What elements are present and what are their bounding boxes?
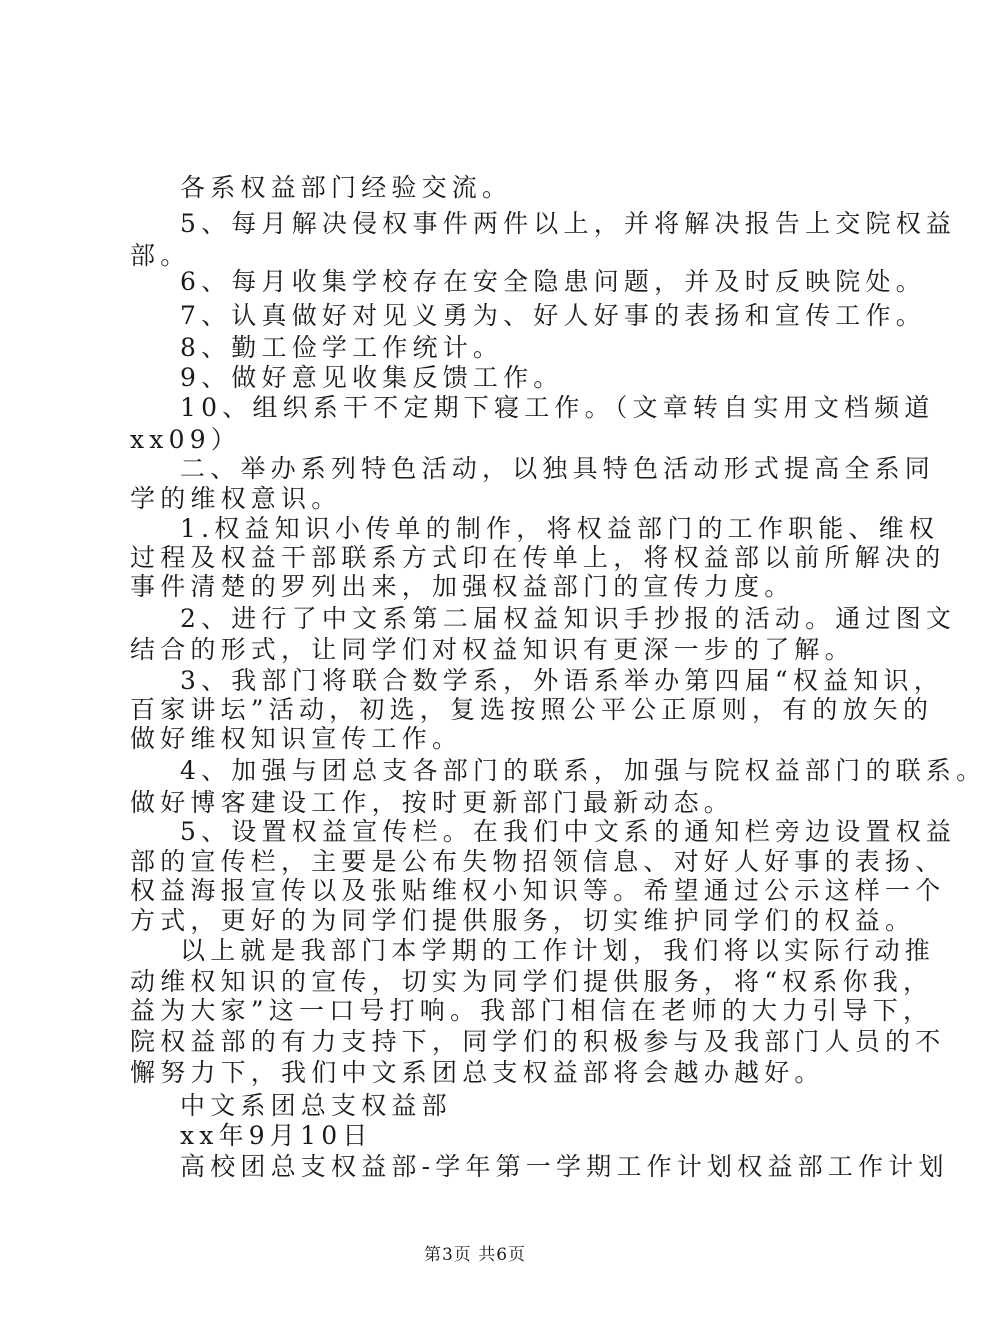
text-line: 2、进行了中文系第二届权益知识手抄报的活动。通过图文 xyxy=(180,604,957,633)
text-line: 部的宣传栏，主要是公布失物招领信息、对好人好事的表扬、 xyxy=(130,847,946,876)
text-line: 3、我部门将联合数学系，外语系举办第四届“权益知识， xyxy=(180,666,944,695)
text-line: 1.权益知识小传单的制作，将权益部门的工作职能、维权 xyxy=(180,514,940,543)
text-line: 9、做好意见收集反馈工作。 xyxy=(180,363,564,392)
text-line: 7、认真做好对见义勇为、好人好事的表扬和宣传工作。 xyxy=(180,301,926,330)
text-line: xx年9月10日 xyxy=(180,1121,373,1150)
text-line: 部。 xyxy=(130,241,191,270)
text-line: 5、设置权益宣传栏。在我们中文系的通知栏旁边设置权益 xyxy=(180,817,957,846)
text-line: xx09） xyxy=(130,425,242,454)
text-line: 百家讲坛”活动，初选，复选按照公平公正原则，有的放矢的 xyxy=(130,695,934,724)
text-line: 学的维权意识。 xyxy=(130,484,342,513)
text-line: 4、加强与团总支各部门的联系，加强与院权益部门的联系。 xyxy=(180,756,986,785)
text-line: 动维权知识的宣传，切实为同学们提供服务，将“权系你我， xyxy=(130,967,934,996)
text-line: 事件清楚的罗列出来，加强权益部门的宣传力度。 xyxy=(130,572,795,601)
text-line: 做好维权知识宣传工作。 xyxy=(130,724,463,753)
text-line: 做好博客建设工作，按时更新部门最新动态。 xyxy=(130,788,735,817)
text-line: 懈努力下，我们中文系团总支权益部将会越办越好。 xyxy=(130,1058,825,1087)
page-footer: 第3页 共6页 xyxy=(423,1245,527,1265)
text-line: 5、每月解决侵权事件两件以上，并将解决报告上交院权益 xyxy=(180,209,957,238)
text-line: 各系权益部门经验交流。 xyxy=(180,173,513,202)
text-line: 10、组织系干不定期下寝工作。（文章转自实用文档频道 xyxy=(180,393,935,422)
text-line: 6、每月收集学校存在安全隐患问题，并及时反映院处。 xyxy=(180,267,926,296)
text-line: 8、勤工俭学工作统计。 xyxy=(180,333,504,362)
text-line: 以上就是我部门本学期的工作计划，我们将以实际行动推 xyxy=(180,936,936,965)
text-line: 益为大家”这一口号打响。我部门相信在老师的大力引导下， xyxy=(130,996,934,1025)
text-line: 中文系团总支权益部 xyxy=(180,1091,452,1120)
text-line: 过程及权益干部联系方式印在传单上，将权益部以前所解决的 xyxy=(130,543,946,572)
text-line: 二、举办系列特色活动，以独具特色活动形式提高全系同 xyxy=(180,454,936,483)
text-line: 方式，更好的为同学们提供服务，切实维护同学们的权益。 xyxy=(130,906,916,935)
text-line: 结合的形式，让同学们对权益知识有更深一步的了解。 xyxy=(130,635,855,664)
text-line: 院权益部的有力支持下，同学们的积极参与及我部门人员的不 xyxy=(130,1027,946,1056)
text-line: 权益海报宣传以及张贴维权小知识等。希望通过公示这样一个 xyxy=(130,876,946,905)
text-line: 高校团总支权益部-学年第一学期工作计划权益部工作计划 xyxy=(180,1152,949,1181)
